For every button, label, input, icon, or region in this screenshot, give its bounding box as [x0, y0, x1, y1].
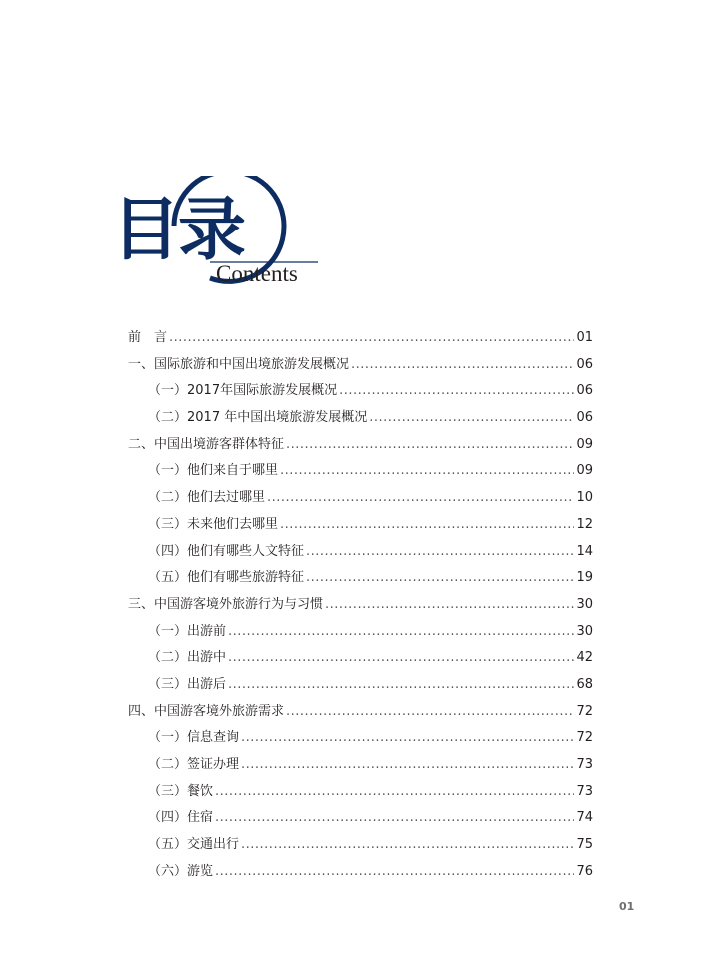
- toc-entry-label: （二）出游中: [148, 650, 227, 666]
- toc-entry-label: （四）他们有哪些人文特征: [148, 543, 305, 559]
- toc-entry-page: 30: [576, 623, 593, 639]
- toc-entry[interactable]: [128, 378, 593, 405]
- toc-dot-leader: [306, 565, 574, 592]
- toc-entry[interactable]: [128, 699, 593, 726]
- toc-entry-label: （四）住宿: [148, 810, 214, 826]
- toc-entry-label: （二）他们去过哪里: [148, 490, 266, 506]
- toc-entry-label: （一）信息查询: [148, 730, 240, 746]
- toc-entry[interactable]: [128, 485, 593, 512]
- toc-entry[interactable]: [128, 645, 593, 672]
- toc-entry-page: 12: [576, 516, 593, 532]
- toc-entry[interactable]: [128, 805, 593, 832]
- toc-entry-page: 73: [576, 783, 593, 799]
- page-title: 目录: [112, 191, 245, 270]
- toc-entry-label: （六）游览: [148, 863, 214, 879]
- toc-dot-leader: [228, 619, 574, 646]
- toc-dot-leader: [241, 725, 574, 752]
- toc-entry-page: 09: [576, 463, 593, 479]
- toc-entry[interactable]: [128, 512, 593, 539]
- toc-entry[interactable]: [128, 325, 593, 352]
- toc-entry-label: （三）出游后: [148, 676, 227, 692]
- toc-header: [0, 0, 721, 300]
- toc-entry-label: （二）2017 年中国出境旅游发展概况: [148, 410, 368, 426]
- toc-entry[interactable]: [128, 592, 593, 619]
- toc-dot-leader: [241, 832, 574, 859]
- toc-entry[interactable]: [128, 432, 593, 459]
- toc-entry-page: 09: [576, 436, 593, 452]
- table-of-contents: [128, 325, 593, 885]
- toc-entry[interactable]: [128, 539, 593, 566]
- toc-entry-page: 01: [576, 330, 593, 345]
- toc-entry-page: 10: [576, 490, 593, 506]
- toc-dot-leader: [339, 378, 574, 405]
- toc-entry-page: 72: [576, 730, 593, 746]
- toc-dot-leader: [215, 859, 574, 886]
- page-number: 01: [619, 900, 635, 913]
- toc-dot-leader: [169, 325, 574, 352]
- toc-dot-leader: [267, 485, 574, 512]
- toc-entry[interactable]: [128, 832, 593, 859]
- toc-entry[interactable]: [128, 859, 593, 886]
- toc-entry-page: 76: [576, 863, 593, 879]
- toc-entry-label: 前 言: [128, 330, 168, 345]
- toc-dot-leader: [280, 458, 574, 485]
- toc-entry-page: 73: [576, 757, 593, 772]
- toc-entry-page: 14: [576, 543, 593, 559]
- toc-entry[interactable]: [128, 725, 593, 752]
- toc-dot-leader: [351, 352, 574, 379]
- toc-entry-page: 42: [576, 650, 593, 666]
- toc-dot-leader: [215, 805, 574, 832]
- toc-entry[interactable]: [128, 565, 593, 592]
- toc-entry-label: （一）他们来自于哪里: [148, 463, 279, 479]
- toc-entry-page: 74: [576, 810, 593, 826]
- toc-entry[interactable]: [128, 752, 593, 779]
- toc-entry-label: （三）餐饮: [148, 783, 214, 799]
- toc-dot-leader: [280, 512, 574, 539]
- toc-entry-page: 72: [576, 703, 593, 719]
- toc-entry-label: 三、中国游客境外旅游行为与习惯: [128, 596, 324, 612]
- toc-dot-leader: [306, 539, 574, 566]
- toc-dot-leader: [215, 779, 574, 806]
- toc-entry-label: （三）未来他们去哪里: [148, 516, 279, 532]
- toc-entry-label: （五）他们有哪些旅游特征: [148, 570, 305, 586]
- toc-entry[interactable]: [128, 779, 593, 806]
- toc-dot-leader: [325, 592, 574, 619]
- toc-dot-leader: [369, 405, 574, 432]
- page-subtitle: Contents: [216, 261, 298, 286]
- toc-entry-page: 19: [576, 570, 593, 586]
- toc-entry-page: 30: [576, 596, 593, 612]
- toc-dot-leader: [228, 645, 574, 672]
- toc-entry[interactable]: [128, 619, 593, 646]
- toc-dot-leader: [228, 672, 574, 699]
- toc-entry[interactable]: [128, 672, 593, 699]
- toc-entry-label: 二、中国出境游客群体特征: [128, 436, 285, 452]
- toc-entry-label: 四、中国游客境外旅游需求: [128, 703, 285, 719]
- toc-entry-label: （五）交通出行: [148, 837, 240, 853]
- toc-entry-page: 06: [576, 356, 593, 372]
- toc-entry-label: （一）出游前: [148, 623, 227, 639]
- toc-entry-page: 68: [576, 676, 593, 692]
- toc-dot-leader: [286, 699, 574, 726]
- toc-dot-leader: [286, 432, 574, 459]
- toc-dot-leader: [241, 752, 574, 779]
- toc-entry-page: 06: [576, 383, 593, 399]
- toc-entry[interactable]: [128, 352, 593, 379]
- toc-entry[interactable]: [128, 405, 593, 432]
- toc-entry[interactable]: [128, 458, 593, 485]
- toc-entry-page: 75: [576, 837, 593, 853]
- toc-entry-page: 06: [576, 410, 593, 426]
- toc-entry-label: （二）签证办理: [148, 757, 240, 772]
- toc-entry-label: 一、国际旅游和中国出境旅游发展概况: [128, 356, 350, 372]
- toc-entry-label: （一）2017年国际旅游发展概况: [148, 383, 338, 399]
